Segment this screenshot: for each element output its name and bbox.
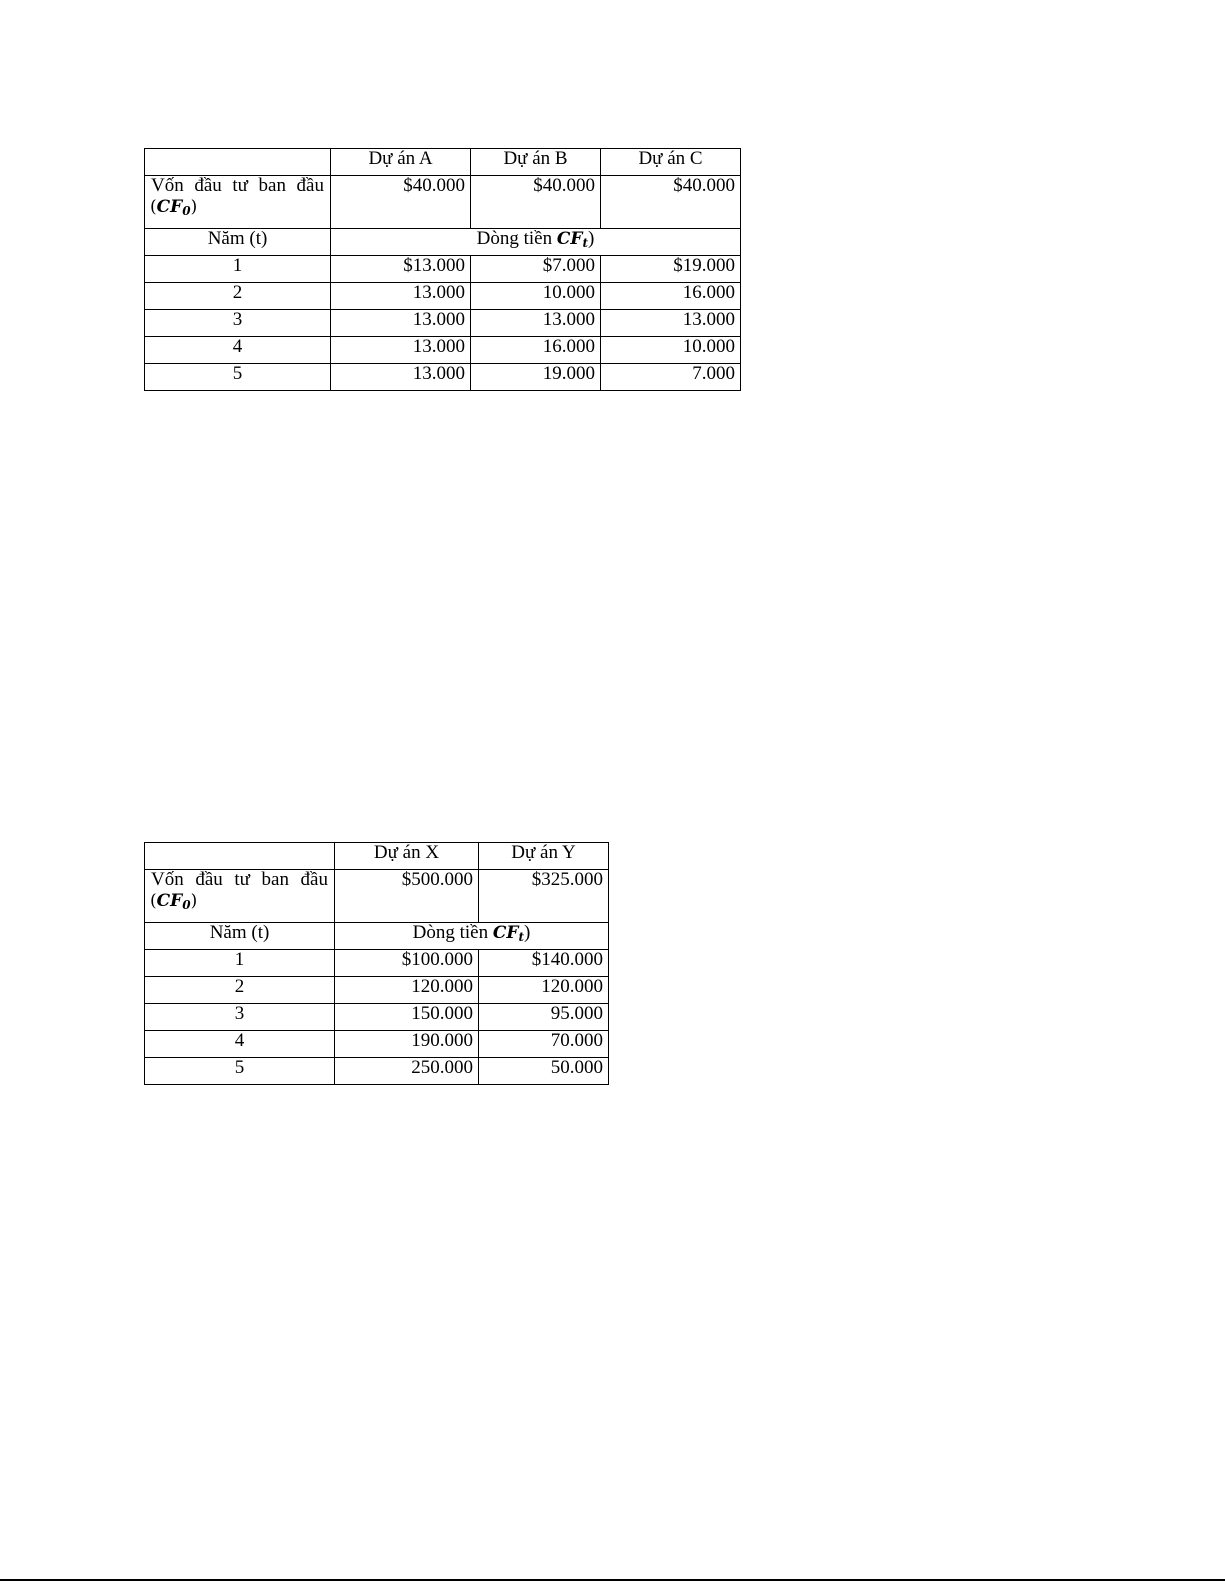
initial-capital-label: Vốn đầu tư ban đầu bbox=[151, 175, 324, 196]
value-cell-a: 13.000 bbox=[331, 337, 471, 364]
header-project-y: Dự án Y bbox=[479, 843, 609, 870]
value-cell-x: 190.000 bbox=[335, 1031, 479, 1058]
value-cell-b: 19.000 bbox=[471, 364, 601, 391]
value-cell-b: $7.000 bbox=[471, 256, 601, 283]
value-cell-a: 13.000 bbox=[331, 310, 471, 337]
table-row bbox=[145, 256, 741, 283]
table-row bbox=[145, 283, 741, 310]
value-cell-y: 50.000 bbox=[479, 1058, 609, 1085]
capital-value-x: $500.000 bbox=[335, 870, 479, 923]
table-row bbox=[145, 1058, 609, 1085]
year-cell: 4 bbox=[145, 337, 331, 364]
table-row bbox=[145, 310, 741, 337]
initial-capital-symbol: $(CF_0)$ bbox=[150, 197, 198, 218]
year-cell: 1 bbox=[145, 950, 335, 977]
cashflow-label: Dòng tiền $CF_t$) bbox=[335, 923, 609, 950]
value-cell-c: 13.000 bbox=[601, 310, 741, 337]
table-row bbox=[145, 1031, 609, 1058]
cash-flow-table-abc bbox=[144, 148, 741, 391]
initial-capital-label-cell bbox=[145, 870, 335, 923]
initial-capital-symbol: $(CF_0)$ bbox=[150, 891, 198, 912]
table-header-row bbox=[145, 149, 741, 176]
value-cell-a: $13.000 bbox=[331, 256, 471, 283]
table-row bbox=[145, 364, 741, 391]
year-cell: 3 bbox=[145, 310, 331, 337]
year-cell: 2 bbox=[145, 977, 335, 1004]
header-empty-cell bbox=[145, 149, 331, 176]
year-cell: 2 bbox=[145, 283, 331, 310]
table-row bbox=[145, 1004, 609, 1031]
capital-value-a: $40.000 bbox=[331, 176, 471, 229]
year-cell: 1 bbox=[145, 256, 331, 283]
header-project-c: Dự án C bbox=[601, 149, 741, 176]
value-cell-y: 70.000 bbox=[479, 1031, 609, 1058]
year-cell: 5 bbox=[145, 364, 331, 391]
initial-capital-label: Vốn đầu tư ban đầu bbox=[151, 869, 328, 890]
capital-value-y: $325.000 bbox=[479, 870, 609, 923]
value-cell-b: 16.000 bbox=[471, 337, 601, 364]
initial-capital-row bbox=[145, 176, 741, 229]
value-cell-y: 95.000 bbox=[479, 1004, 609, 1031]
value-cell-a: 13.000 bbox=[331, 283, 471, 310]
value-cell-b: 10.000 bbox=[471, 283, 601, 310]
value-cell-c: 10.000 bbox=[601, 337, 741, 364]
value-cell-c: 16.000 bbox=[601, 283, 741, 310]
page-bottom-rule bbox=[0, 1579, 1225, 1581]
cashflow-label-row bbox=[145, 923, 609, 950]
value-cell-a: 13.000 bbox=[331, 364, 471, 391]
table-row bbox=[145, 950, 609, 977]
value-cell-y: 120.000 bbox=[479, 977, 609, 1004]
value-cell-x: 250.000 bbox=[335, 1058, 479, 1085]
value-cell-c: $19.000 bbox=[601, 256, 741, 283]
value-cell-c: 7.000 bbox=[601, 364, 741, 391]
cashflow-label: Dòng tiền $CF_t$) bbox=[331, 229, 741, 256]
value-cell-b: 13.000 bbox=[471, 310, 601, 337]
value-cell-x: $100.000 bbox=[335, 950, 479, 977]
header-project-b: Dự án B bbox=[471, 149, 601, 176]
value-cell-x: 120.000 bbox=[335, 977, 479, 1004]
table-row bbox=[145, 977, 609, 1004]
header-empty-cell bbox=[145, 843, 335, 870]
cash-flow-table-xy bbox=[144, 842, 609, 1085]
initial-capital-row bbox=[145, 870, 609, 923]
value-cell-y: $140.000 bbox=[479, 950, 609, 977]
table-header-row bbox=[145, 843, 609, 870]
capital-value-b: $40.000 bbox=[471, 176, 601, 229]
capital-value-c: $40.000 bbox=[601, 176, 741, 229]
year-label: Năm (t) bbox=[145, 229, 331, 256]
year-cell: 3 bbox=[145, 1004, 335, 1031]
cashflow-label-row bbox=[145, 229, 741, 256]
value-cell-x: 150.000 bbox=[335, 1004, 479, 1031]
year-cell: 4 bbox=[145, 1031, 335, 1058]
table-row bbox=[145, 337, 741, 364]
header-project-x: Dự án X bbox=[335, 843, 479, 870]
year-cell: 5 bbox=[145, 1058, 335, 1085]
header-project-a: Dự án A bbox=[331, 149, 471, 176]
year-label: Năm (t) bbox=[145, 923, 335, 950]
initial-capital-label-cell bbox=[145, 176, 331, 229]
